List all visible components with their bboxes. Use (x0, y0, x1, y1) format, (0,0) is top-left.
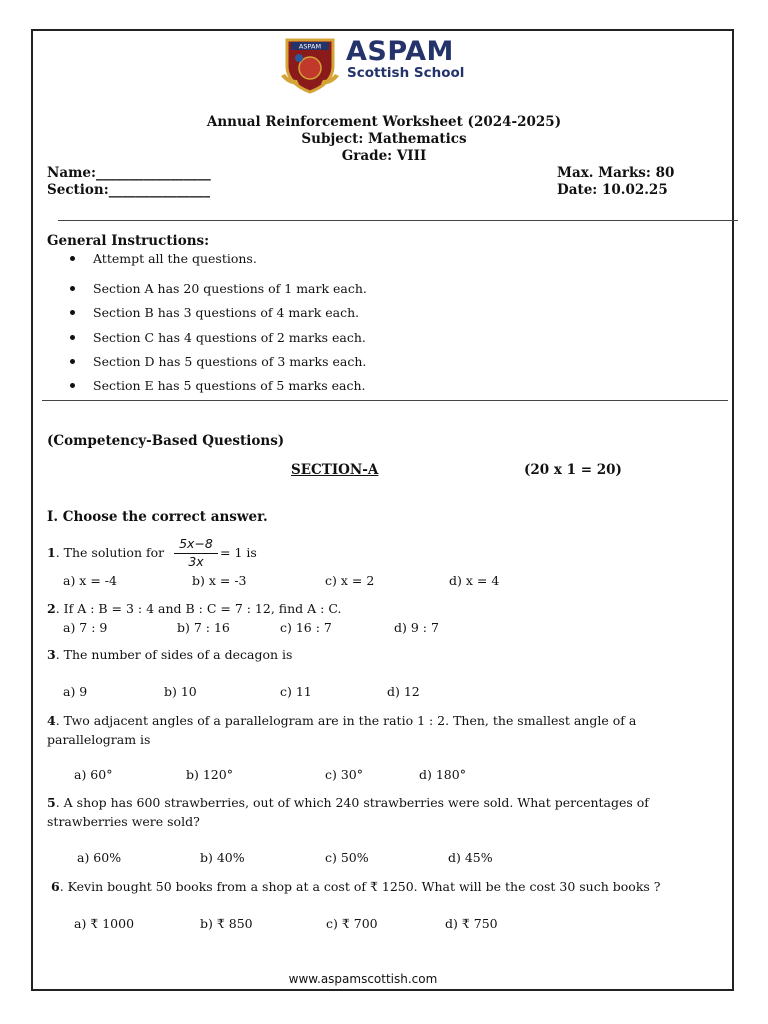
question-text: . The number of sides of a decagon is (55, 647, 293, 662)
bullet-icon (70, 359, 75, 364)
question-number: 3 (47, 647, 56, 662)
instruction-item: Section A has 20 questions of 1 mark each. (93, 281, 367, 296)
option[interactable]: b) ₹ 850 (200, 916, 253, 931)
question-number: 6 (51, 879, 60, 894)
question-2 (47, 601, 341, 616)
option[interactable]: c) 50% (325, 850, 369, 865)
question-3 (47, 647, 292, 662)
section-field: Section:_______________ (47, 182, 210, 198)
question-text: . A shop has 600 strawberries, out of which 240 strawberries were sold. What percentages of (55, 795, 649, 810)
instructions-heading: General Instructions: (47, 233, 210, 249)
option[interactable]: c) 16 : 7 (280, 620, 332, 635)
option[interactable]: c) ₹ 700 (326, 916, 378, 931)
option[interactable]: c) 11 (280, 684, 312, 699)
question-text: . If A : B = 3 : 4 and B : C = 7 : 12, find A : C. (55, 601, 342, 616)
bullet-icon (70, 335, 75, 340)
school-name: ASPAM (346, 36, 454, 67)
option[interactable]: a) x = -4 (63, 573, 117, 588)
question-number: 1 (47, 545, 56, 560)
option[interactable]: b) 40% (200, 850, 245, 865)
instruction-item: Section D has 5 questions of 3 marks each. (93, 354, 367, 369)
instruction-item: Section C has 4 questions of 2 marks each. (93, 330, 366, 345)
instruction-item: Section E has 5 questions of 5 marks each. (93, 378, 366, 393)
worksheet-date: Date: 10.02.25 (557, 182, 668, 198)
question-text-after: = 1 is (220, 545, 257, 560)
option[interactable]: a) 7 : 9 (63, 620, 108, 635)
option[interactable]: a) 60% (77, 850, 122, 865)
worksheet-title: Annual Reinforcement Worksheet (2024-2025) (206, 114, 562, 130)
instruction-item: Section B has 3 questions of 4 mark each. (93, 305, 360, 320)
option[interactable]: a) 60° (74, 767, 113, 782)
question-text-continued: strawberries were sold? (47, 814, 200, 829)
question-text: . Two adjacent angles of a parallelogram are in the ratio 1 : 2. Then, the smallest angle of a (55, 713, 637, 728)
header-divider (58, 220, 738, 221)
section-marks: (20 x 1 = 20) (524, 462, 622, 478)
question-number: 2 (47, 601, 56, 616)
question-4 (47, 713, 636, 728)
footer-website[interactable]: www.aspamscottish.com (288, 972, 438, 986)
question-text: . Kevin bought 50 books from a shop at a cost of ₹ 1250. What will be the cost 30 such books ? (59, 879, 661, 894)
option[interactable]: c) 30° (325, 767, 364, 782)
question-5 (47, 795, 649, 810)
option[interactable]: d) 180° (419, 767, 466, 782)
part-heading: I. Choose the correct answer. (47, 509, 268, 525)
option[interactable]: b) 7 : 16 (177, 620, 230, 635)
question-6 (51, 879, 660, 894)
school-logo (279, 36, 469, 94)
bullet-icon (70, 310, 75, 315)
question-number: 4 (47, 713, 56, 728)
option[interactable]: d) 9 : 7 (394, 620, 439, 635)
instruction-item: Attempt all the questions. (93, 251, 257, 266)
fraction-denominator: 3x (188, 554, 204, 569)
option[interactable]: c) x = 2 (325, 573, 375, 588)
option[interactable]: d) 12 (387, 684, 420, 699)
question-1 (47, 545, 164, 560)
fraction-numerator: 5x−8 (179, 536, 213, 551)
option[interactable]: b) 120° (186, 767, 233, 782)
option[interactable]: d) ₹ 750 (445, 916, 498, 931)
worksheet-grade: Grade: VIII (341, 148, 427, 164)
max-marks: Max. Marks: 80 (557, 165, 675, 181)
option[interactable]: d) x = 4 (449, 573, 500, 588)
competency-label: (Competency-Based Questions) (47, 433, 285, 449)
worksheet-subject: Subject: Mathematics (301, 131, 467, 147)
question-text-continued: parallelogram is (47, 732, 151, 747)
bullet-icon (70, 383, 75, 388)
school-subname: Scottish School (347, 65, 465, 81)
school-crest-icon (279, 36, 341, 94)
question-number: 5 (47, 795, 56, 810)
option[interactable]: b) x = -3 (192, 573, 247, 588)
section-title: SECTION-A (291, 462, 379, 478)
option[interactable]: a) 9 (63, 684, 88, 699)
option[interactable]: a) ₹ 1000 (74, 916, 135, 931)
bullet-icon (70, 256, 75, 261)
bullet-icon (70, 286, 75, 291)
name-field: Name:_________________ (47, 165, 211, 181)
instructions-divider (42, 400, 728, 401)
svg-text:ASPAM: ASPAM (298, 42, 322, 51)
question-text: . The solution for (55, 545, 165, 560)
option[interactable]: b) 10 (164, 684, 197, 699)
option[interactable]: d) 45% (448, 850, 493, 865)
